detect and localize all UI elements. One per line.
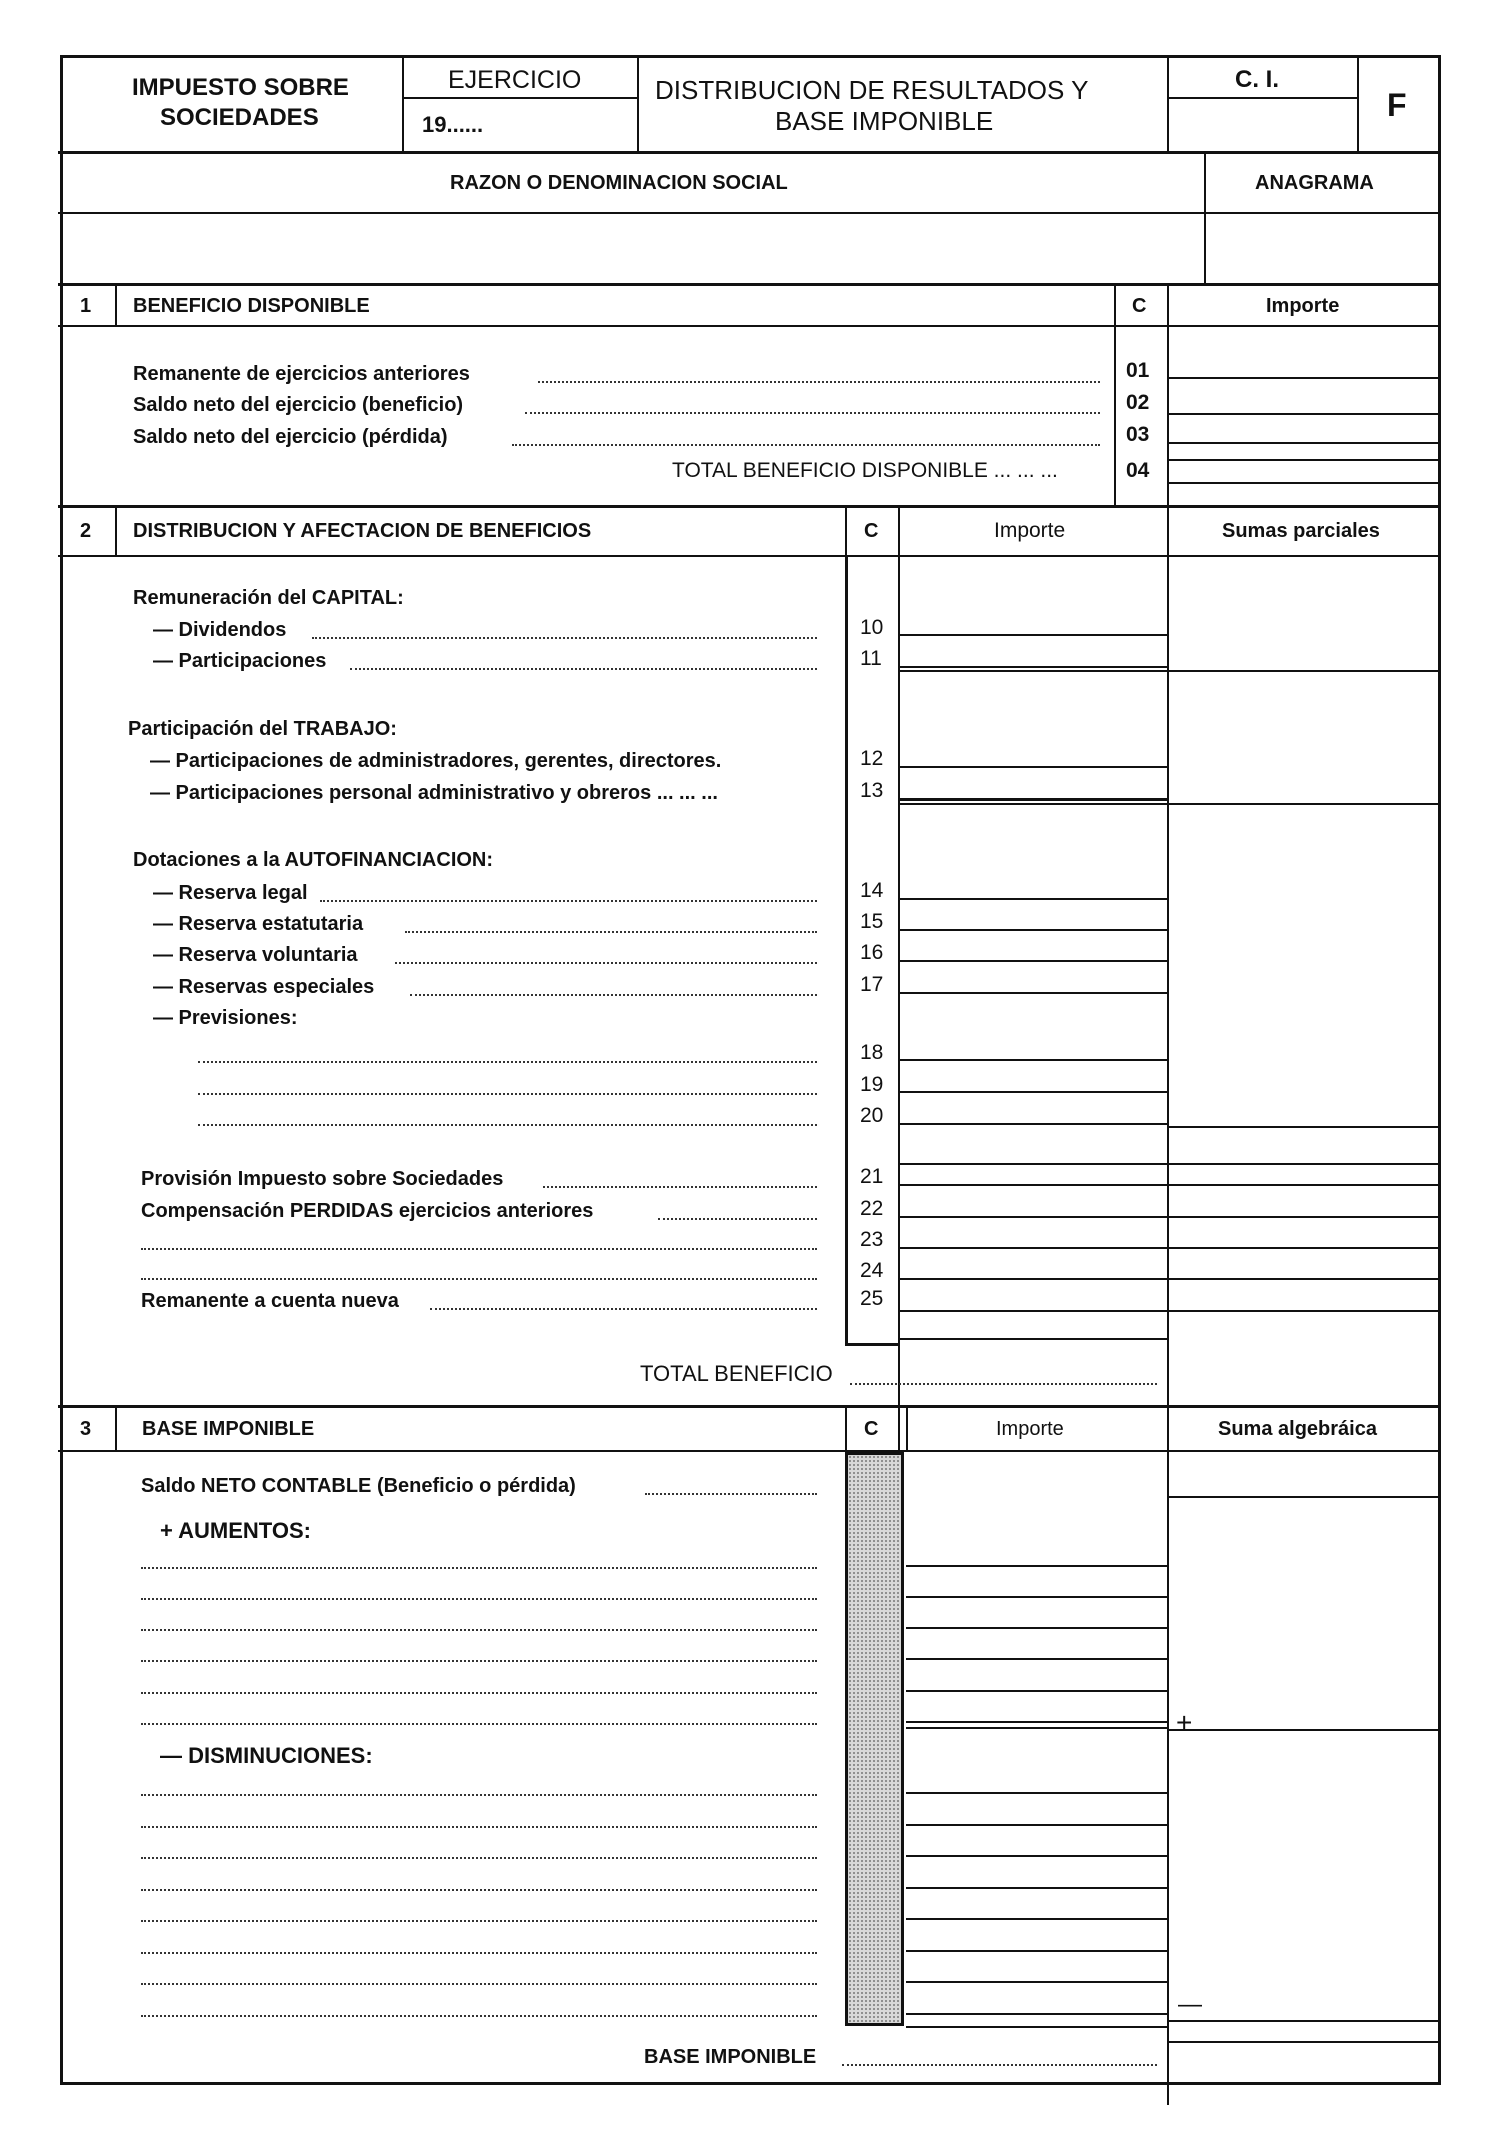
leader-dots: [525, 412, 1100, 414]
main-right-divider: [1167, 505, 1169, 2105]
header-divider: [1167, 58, 1169, 151]
decrease-line[interactable]: [141, 1826, 817, 1828]
provisions-subtotal-rule: [898, 1163, 1439, 1165]
work-subtotal-rule: [898, 803, 1439, 805]
decrease-line[interactable]: [141, 1983, 817, 1985]
s1-row-beneficio-code: 02: [1126, 391, 1150, 414]
increase-line[interactable]: [141, 1692, 817, 1694]
s2-participaciones-code: 11: [860, 647, 882, 670]
leader-dots: [430, 1308, 817, 1310]
leader-dots: [842, 2064, 1157, 2066]
increase-plus-sign: +: [1176, 1707, 1193, 1738]
s2-compensacion-field[interactable]: [898, 1216, 1439, 1218]
blank-line-23[interactable]: [141, 1248, 817, 1250]
ci-underline: [1167, 97, 1357, 99]
header-bottom-rule: [58, 151, 1439, 154]
increase-total-rule: [906, 1727, 1167, 1729]
s1-row-remanente-code: 01: [1126, 359, 1150, 382]
increase-field[interactable]: [906, 1627, 1167, 1629]
leader-dots: [350, 668, 817, 670]
s2-remanente-label: Remanente a cuenta nueva: [141, 1290, 399, 1312]
s2-reserva-estatutaria-field[interactable]: [898, 929, 1167, 931]
s2-prevision-field-20[interactable]: [898, 1123, 1167, 1125]
decrease-field[interactable]: [906, 1950, 1167, 1952]
s2-final-rule: [898, 1338, 1167, 1340]
increase-field[interactable]: [906, 1596, 1167, 1598]
s2-impuesto-code: 21: [860, 1165, 884, 1188]
decrease-field[interactable]: [906, 1855, 1167, 1857]
section2-amount-header: Importe: [994, 519, 1066, 542]
section1-number: 1: [80, 295, 92, 317]
header-divider: [402, 58, 404, 151]
s2-prevision-code-18: 18: [860, 1041, 884, 1064]
s2-dividendos-field[interactable]: [898, 634, 1167, 636]
s1-total-field[interactable]: [1167, 482, 1439, 484]
decrease-line[interactable]: [141, 1857, 817, 1859]
decrease-sum-field[interactable]: [1167, 2020, 1439, 2022]
ejercicio-year-field[interactable]: 19......: [422, 112, 484, 137]
increase-field[interactable]: [906, 1690, 1167, 1692]
s3-increases-label: + AUMENTOS:: [160, 1518, 311, 1543]
increase-line[interactable]: [141, 1723, 817, 1725]
s2-previsiones-label: — Previsiones:: [153, 1007, 298, 1029]
company-rule: [58, 212, 1439, 214]
leader-dots: [395, 962, 817, 964]
header-divider: [1357, 58, 1359, 151]
leader-dots: [312, 637, 817, 639]
section3-header-rule: [58, 1450, 1439, 1452]
s2-personal-field[interactable]: [898, 798, 1167, 801]
blank-line-24[interactable]: [141, 1278, 817, 1280]
s2-reserva-voluntaria-code: 16: [860, 941, 884, 964]
s1-row-beneficio-field[interactable]: [1167, 413, 1439, 415]
s2-remanente-code: 25: [860, 1287, 884, 1310]
anagram-label: ANAGRAMA: [1255, 172, 1374, 194]
s1-row-perdida-label: Saldo neto del ejercicio (pérdida): [133, 426, 448, 448]
company-name-label: RAZON O DENOMINACION SOCIAL: [450, 172, 788, 194]
increase-field[interactable]: [906, 1658, 1167, 1660]
decrease-field[interactable]: [906, 1792, 1167, 1794]
s2-reserva-legal-code: 14: [860, 879, 884, 902]
section3-title: BASE IMPONIBLE: [142, 1418, 315, 1440]
s1-row-perdida-field[interactable]: [1167, 442, 1439, 444]
section1-amount-header: Importe: [1266, 295, 1340, 317]
section1-number-divider: [115, 283, 117, 325]
leader-dots: [320, 900, 817, 902]
anagram-field[interactable]: [1208, 216, 1436, 280]
s2-dividendos-code: 10: [860, 616, 884, 639]
decrease-line[interactable]: [141, 1952, 817, 1954]
s2-participaciones-field[interactable]: [898, 666, 1167, 668]
leader-dots: [405, 931, 817, 933]
increase-field[interactable]: [906, 1721, 1167, 1723]
s1-row-perdida-code: 03: [1126, 423, 1150, 446]
leader-dots: [538, 381, 1100, 383]
capital-subtotal-rule: [898, 670, 1439, 672]
s2-blank-field-24[interactable]: [898, 1278, 1439, 1280]
form-title-line1: DISTRIBUCION DE RESULTADOS Y: [655, 75, 1089, 105]
section1-top-rule: [58, 283, 1439, 286]
section3-top-rule: [58, 1405, 1439, 1408]
section2-header-rule: [58, 555, 1439, 557]
s2-personal-label: — Participaciones personal administrativo y obreros ... ... ...: [150, 782, 718, 804]
s2-reserva-estatutaria-code: 15: [860, 910, 884, 933]
increase-line[interactable]: [141, 1567, 817, 1569]
s2-personal-code: 13: [860, 779, 884, 802]
s3-decreases-label: — DISMINUCIONES:: [160, 1743, 373, 1768]
s2-impuesto-field[interactable]: [898, 1184, 1439, 1186]
leader-dots: [543, 1186, 817, 1188]
tax-title-line1: IMPUESTO SOBRE: [132, 74, 349, 101]
ci-label: C. I.: [1235, 66, 1280, 93]
s2-impuesto-label: Provisión Impuesto sobre Sociedades: [141, 1168, 504, 1190]
s2-participaciones-label: — Participaciones: [153, 650, 327, 672]
section3-number-divider: [115, 1405, 117, 1450]
increase-line[interactable]: [141, 1629, 817, 1631]
form-letter: F: [1387, 87, 1407, 123]
s2-prevision-field-19[interactable]: [898, 1091, 1167, 1093]
s3-base-label: BASE IMPONIBLE: [644, 2046, 817, 2068]
ci-field[interactable]: [1175, 110, 1355, 146]
section2-partial-header: Sumas parciales: [1222, 520, 1380, 542]
leader-dots: [850, 1383, 1157, 1385]
auto-heading: Dotaciones a la AUTOFINANCIACION:: [133, 849, 494, 871]
section3-amount-header: Importe: [996, 1418, 1064, 1440]
decrease-minus-sign: —: [1178, 1991, 1202, 2018]
section2-top-rule: [58, 505, 1439, 508]
section3-code-header: C: [864, 1418, 879, 1440]
s1-total-code: 04: [1126, 459, 1150, 482]
s3-net-label: Saldo NETO CONTABLE (Beneficio o pérdida): [141, 1475, 576, 1497]
s1-row-remanente-field[interactable]: [1167, 377, 1439, 379]
s2-admin-field[interactable]: [898, 766, 1167, 768]
ejercicio-underline: [402, 97, 637, 99]
capital-heading: Remuneración del CAPITAL:: [133, 587, 404, 609]
section1-header-rule: [58, 325, 1439, 327]
company-name-field[interactable]: [64, 216, 1200, 280]
s2-admin-code: 12: [860, 747, 884, 770]
s2-prevision-code-19: 19: [860, 1073, 884, 1096]
decrease-field[interactable]: [906, 2013, 1167, 2015]
s2-reserva-voluntaria-label: — Reserva voluntaria: [153, 944, 358, 966]
section2-number-divider: [115, 505, 117, 555]
section3-number: 3: [80, 1418, 92, 1440]
s2-blank-field-23[interactable]: [898, 1247, 1439, 1249]
previsiones-line-2[interactable]: [198, 1093, 817, 1095]
s2-reserva-legal-field[interactable]: [898, 898, 1167, 900]
s2-reservas-especiales-field[interactable]: [898, 992, 1167, 994]
shaded-code-column: [845, 1452, 904, 2026]
section2-code-header: C: [864, 520, 879, 542]
s2-total-field[interactable]: [1171, 1350, 1437, 1386]
s2-admin-label: — Participaciones de administradores, gerentes, directores.: [150, 750, 722, 772]
section2-title: DISTRIBUCION Y AFECTACION DE BENEFICIOS: [133, 520, 592, 542]
header-divider: [637, 58, 639, 151]
decrease-line[interactable]: [141, 1920, 817, 1922]
section3-sum-header: Suma algebráica: [1218, 1418, 1377, 1440]
s1-subtotal-rule: [1167, 459, 1439, 461]
decrease-line[interactable]: [141, 2015, 817, 2017]
decrease-field[interactable]: [906, 1824, 1167, 1826]
increase-sum-field[interactable]: [1167, 1729, 1439, 1731]
form-title-line2: BASE IMPONIBLE: [775, 106, 994, 136]
section3-code-divider: [845, 1405, 847, 1450]
decrease-field[interactable]: [906, 1887, 1167, 1889]
section1-code-divider: [1114, 283, 1116, 505]
s2-blank-code-23: 23: [860, 1228, 884, 1251]
s2-compensacion-code: 22: [860, 1197, 884, 1220]
section3-amount-divider: [906, 1405, 908, 1450]
s2-prevision-code-20: 20: [860, 1104, 884, 1127]
previsiones-line-1[interactable]: [198, 1061, 817, 1063]
s1-total-label: TOTAL BENEFICIO DISPONIBLE ... ... ...: [672, 459, 1058, 482]
leader-dots: [645, 1493, 817, 1495]
s2-reservas-especiales-code: 17: [860, 973, 884, 996]
section2-number: 2: [80, 520, 92, 542]
s2-total-label: TOTAL BENEFICIO: [640, 1361, 833, 1386]
section2-code-divider: [845, 505, 847, 555]
previsiones-line-3[interactable]: [198, 1124, 817, 1126]
s2-remanente-field[interactable]: [898, 1310, 1439, 1312]
s2-reserva-voluntaria-field[interactable]: [898, 960, 1167, 962]
decrease-field[interactable]: [906, 1981, 1167, 1983]
anagram-divider: [1204, 151, 1206, 283]
auto-subtotal-rule: [1167, 1126, 1439, 1128]
leader-dots: [512, 444, 1100, 446]
leader-dots: [410, 994, 817, 996]
section2-code-column-left: [845, 555, 848, 1345]
s3-base-top-rule: [1167, 2041, 1439, 2043]
section1-amount-divider: [1167, 283, 1169, 505]
increase-line[interactable]: [141, 1660, 817, 1662]
decrease-line[interactable]: [141, 1794, 817, 1796]
increase-line[interactable]: [141, 1598, 817, 1600]
s1-row-remanente-label: Remanente de ejercicios anteriores: [133, 363, 470, 385]
s3-base-field[interactable]: [1171, 2044, 1437, 2082]
s2-prevision-field-18[interactable]: [898, 1059, 1167, 1061]
leader-dots: [658, 1218, 817, 1220]
s2-dividendos-label: — Dividendos: [153, 619, 287, 641]
decrease-line[interactable]: [141, 1889, 817, 1891]
s3-net-field[interactable]: [1167, 1496, 1439, 1498]
section2-code-column-bottom: [845, 1343, 900, 1346]
s2-blank-code-24: 24: [860, 1259, 884, 1282]
s2-reserva-legal-label: — Reserva legal: [153, 882, 308, 904]
s2-reservas-especiales-label: — Reservas especiales: [153, 976, 375, 998]
decrease-total-rule: [906, 2026, 1167, 2028]
s1-row-beneficio-label: Saldo neto del ejercicio (beneficio): [133, 394, 464, 416]
decrease-field[interactable]: [906, 1918, 1167, 1920]
form-frame: [60, 55, 1441, 2085]
section1-code-header: C: [1132, 295, 1147, 317]
s2-reserva-estatutaria-label: — Reserva estatutaria: [153, 913, 364, 935]
increase-field[interactable]: [906, 1565, 1167, 1567]
work-heading: Participación del TRABAJO:: [128, 718, 397, 740]
tax-title-line2: SOCIEDADES: [160, 104, 319, 131]
s2-compensacion-label: Compensación PERDIDAS ejercicios anteriores: [141, 1200, 594, 1222]
ejercicio-label: EJERCICIO: [448, 66, 582, 94]
section1-title: BENEFICIO DISPONIBLE: [133, 295, 370, 317]
